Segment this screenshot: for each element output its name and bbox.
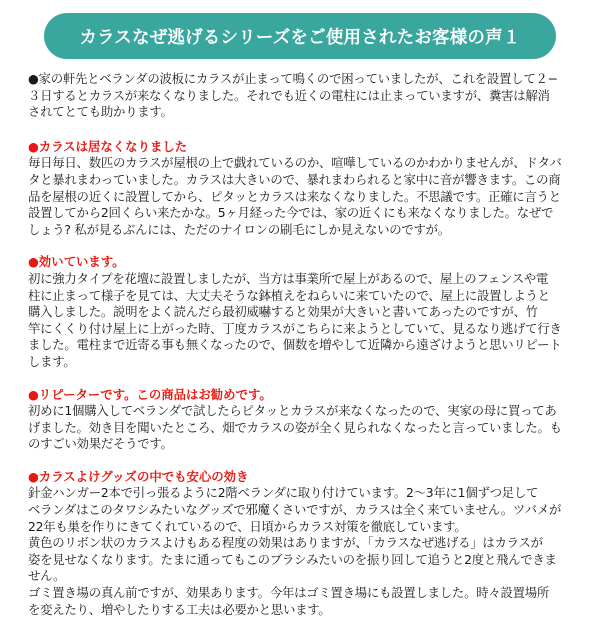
review-2 <box>28 139 588 239</box>
review-3 <box>28 254 588 370</box>
review-1 <box>28 71 588 121</box>
review-4 <box>28 387 588 453</box>
review-title: ●リピーターです。この商品はお勧めです。 <box>28 386 272 402</box>
review-body: 針金ハンガー2本で引っ張るように2階ベランダに取り付けています。2〜3年に1個ずつ足して ベランダはこのタワシみたいなグッズで邪魔くさいですが、カラスは全く来ていません。ツバメが 22年も巣を作りにきてくれているので、日頃からカラス対策を徹底しています。 黄色のリボン状のカラスよけもある程度の効果はありますが、「カラスなぜ逃げる」はカラスが 姿を見せなくなります。たまに通ってもこのブラシみたいのを振り回して追うと2度と飛んできま せん。 ゴミ置き場の真ん前ですが、効果あります。今年はゴミ置き場にも設置しました。時々設置場所 を変えたり、増やしたりする工夫は必要かと思います。 <box>28 485 562 617</box>
review-body: ●家の軒先とベランダの波板にカラスが止まって鳴くので困っていましたが、これを設置して２− ３日するとカラスが来なくなりました。それでも近くの電柱には止まっていますが、糞害は解消 されてとても助かります。 <box>28 71 558 120</box>
page-title: カラスなぜ逃げるシリーズをご使用されたお客様の声１ <box>79 27 521 48</box>
page-title-banner <box>44 13 556 59</box>
review-title: ●カラスは居なくなりました <box>28 138 188 154</box>
review-5 <box>28 469 588 618</box>
review-title: ●効いています。 <box>28 254 125 270</box>
customer-reviews <box>28 71 588 634</box>
review-body: 初に強力タイプを花壇に設置しましたが、当方は事業所で屋上があるので、屋上のフェンスや電 柱に止まって様子を見ては、大丈夫そうな鉢植えをねらいに来ていたので、屋上に設置しようと 購入しました。説明をよく読んだら最初威嚇すると効果が大きいと書いてあったのですが、竹 竿にくくり付け屋上に上がった時、丁度カラスがこちらに来ようとしていて、見るなり逃げて行き ました。電柱まで近寄る事も無くなったので、個数を増やして近隣から遠ざけようと思いリピート します。 <box>28 270 562 369</box>
review-title: ●カラスよけグッズの中でも安心の効き <box>28 468 249 484</box>
review-body: 初めに1個購入してベランダで試したらピタッとカラスが来なくなったので、実家の母に買ってあ げました。効き目を聞いたところ、畑でカラスの姿が全く見られなくなったと言っていました。も のすごい効果だそうです。 <box>28 403 562 452</box>
review-body: 毎日毎日、数匹のカラスが屋根の上で戯れているのか、喧嘩しているのかわかりませんが、ドタバ タと暴れまわっていました。カラスは大きいので、暴れまわられると家中に音が響きます。この商 品を屋根の近くに設置してから、ピタッとカラスは来なくなりました。不思議です。正確に言うと 設置してから2回くらい来たかな。5ヶ月経った今では、家の近くにも来なくなりました。なぜで しょう? 私が見るぶんには、ただのナイロンの刷毛にしか見えないのですが。 <box>28 155 562 237</box>
